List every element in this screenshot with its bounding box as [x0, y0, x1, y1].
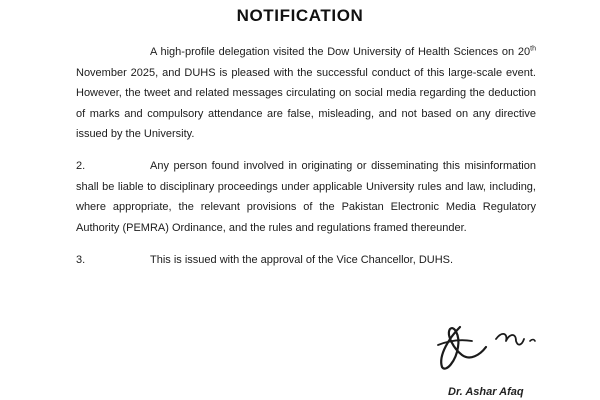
paragraph-3-text: This is issued with the approval of the Vice Chancellor, DUHS. [150, 254, 454, 266]
signatory-name: Dr. Ashar Afaq [448, 386, 524, 398]
document-title: NOTIFICATION [236, 6, 364, 25]
paragraph-2-text: Any person found involved in originating or disseminating this misinformation shall be liable to disciplinary proceedings under applicable University rules and law, including, where appropriate, the relevant provisions of the Pakistan Electronic Media Regulatory Authority (PEMRA) Ordinance, and the rules and regulations framed thereunder. [76, 160, 536, 234]
paragraph-2 [76, 156, 536, 238]
paragraph-3 [76, 250, 536, 271]
paragraph-1-text-end: November 2025, and DUHS is pleased with the successful conduct of this large-scale event. However, the tweet and related messages circulating on social media regarding the deduction of marks and compulsory attendance are false, misleading, and not based on any directive issued by the University. [76, 66, 536, 141]
handwritten-signature [432, 315, 562, 375]
paragraph-3-number: 3. [76, 254, 86, 266]
paragraph-1-text-start: A high-profile delegation visited the Dow University of Health Sciences on 20 [150, 46, 531, 58]
paragraph-1 [76, 42, 536, 145]
paragraph-2-number: 2. [76, 160, 86, 172]
date-ordinal-suffix: th [530, 45, 536, 53]
